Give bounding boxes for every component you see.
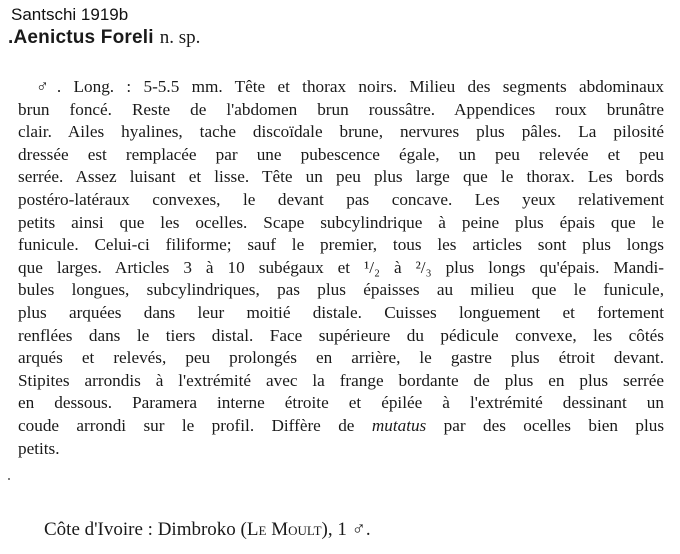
collector-name: Le Moult [246,519,322,540]
taxon-status: n. sp. [159,27,201,48]
description-line: ♂. Long. : 5-5.5 mm. Tête et thorax noirs. Milieu des segments abdominaux [36,77,664,96]
description-line: renflées dans le tiers distal. Face supérieure du pédicule convexe, les côtés [18,325,664,345]
locality-line [44,519,371,541]
description-line: Stipites arrondis à l'extrémité avec la frange bordante de plus en plus serrée [18,370,664,390]
description-line: petits. [18,438,60,458]
description-line: brun foncé. Reste de l'abdomen brun roussâtre. Appendices roux brunâtre [18,99,664,119]
italic-species-name: mutatus [371,415,427,435]
species-description [18,76,664,460]
stray-mark [8,478,10,480]
description-line: petits ainsi que les ocelles. Scape subcylindrique à peine plus épais que le [18,212,664,232]
taxon-name: .Aenictus Foreli [8,27,154,48]
locality-prefix: Côte d'Ivoire : Dimbroko ( [44,519,247,540]
description-text: coude arrondi sur le profil. Diffère de [18,415,355,435]
description-line: clair. Ailes hyalines, tache discoïdale brune, nervures plus pâles. La pilosité [18,122,664,142]
description-line: funicule. Celui-ci filiforme; sauf le premier, tous les articles sont plus longs [18,235,664,255]
description-line-with-italic [18,415,664,438]
description-line: dressée est remplacée par une pubescence égale, un peu relevée et peu [18,144,664,164]
description-line: serrée. Assez luisant et lisse. Tête un peu plus large que le thorax. Les bords [18,167,664,187]
description-line: plus arquées dans leur moitié distale. Cuisses longuement et fortement [18,302,664,322]
description-line: que larges. Articles 3 à 10 subégaux et ¹/₂ à ²/₃ plus longs qu'épais. Mandi- [18,257,664,277]
description-line: en dessous. Paramera interne étroite et épilée à l'extrémité dessinant un [18,393,664,413]
description-line: bules longues, subcylindriques, pas plus épaisses au milieu que le funicule, [18,280,664,300]
title-line [8,27,200,49]
description-line: postéro-latéraux convexes, le devant pas concave. Les yeux relativement [18,189,664,209]
description-text: par des ocelles bien plus [443,415,665,435]
locality-suffix: ), 1 ♂. [321,519,371,540]
description-line: arqués et relevés, peu prolongés en arrière, le gastre plus étroit devant. [18,348,664,368]
citation-label: Santschi 1919b [11,5,129,24]
